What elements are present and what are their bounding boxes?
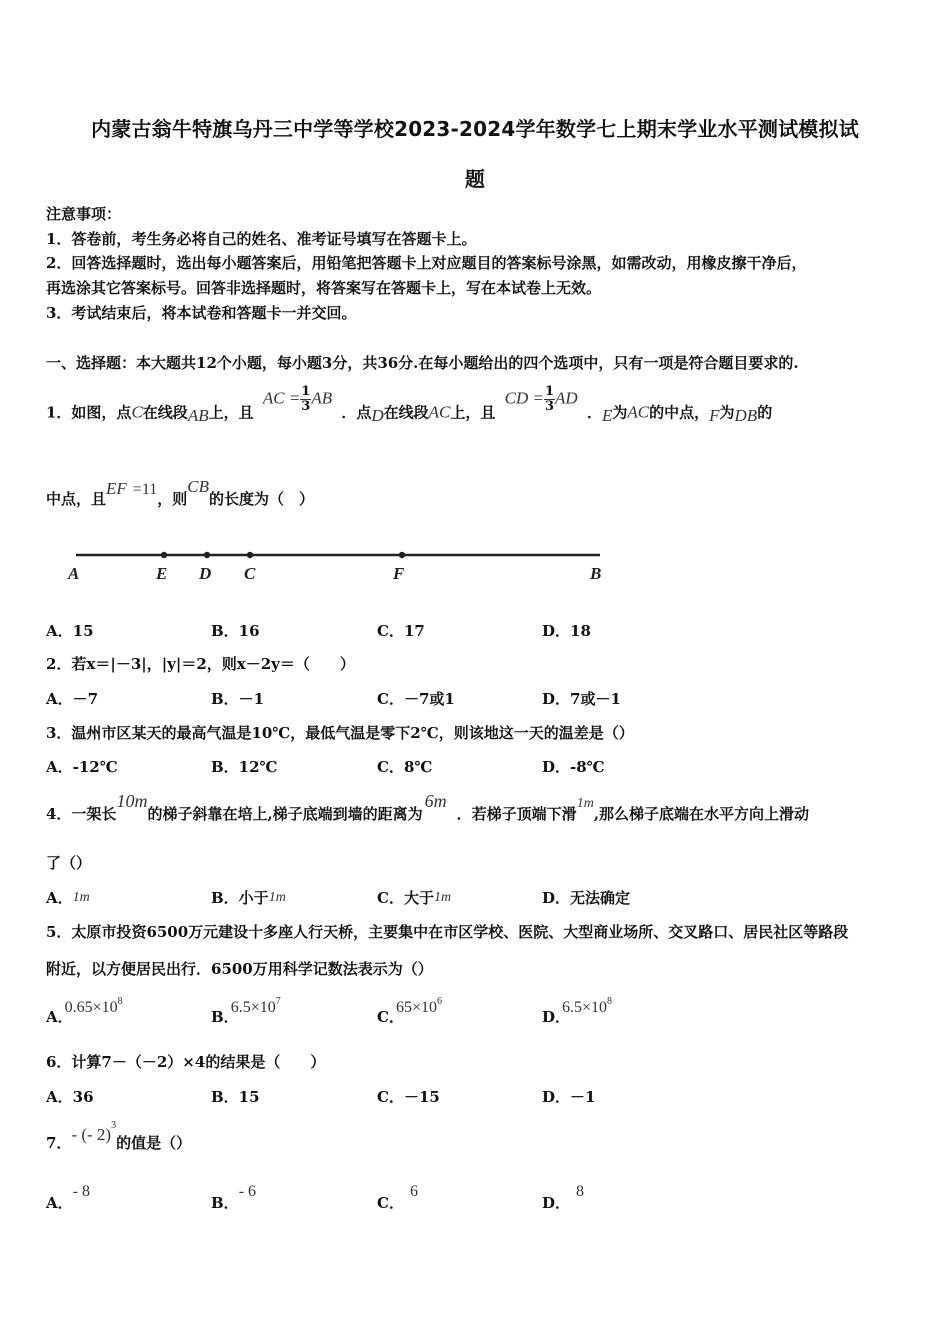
question-5-stem: 5．太原市投资6500万元建设十多座人行天桥，主要集中在市区学校、医院、大型商业场所、交叉路口、居民社区等路段 <box>46 923 849 941</box>
question-2-stem: 2．若x＝|－3|，|y|＝2，则x－2y＝（ ） <box>46 655 355 673</box>
option-c: C．大于1m <box>377 889 452 907</box>
point-f-dot <box>399 552 405 558</box>
page-title: 内蒙古翁牛特旗乌丹三中学等学校2023-2024学年数学七上期末学业水平测试模拟试 <box>91 117 859 141</box>
option-a: A．36 <box>46 1088 94 1106</box>
notice-heading: 注意事项： <box>46 205 122 223</box>
question-6-stem: 6．计算7－（－2）×4的结果是（ ） <box>46 1053 326 1071</box>
option-d: D．18 <box>542 622 591 640</box>
option-c: C．$65\times 10^6$ <box>377 996 442 1026</box>
option-d: D．7或－1 <box>542 690 621 708</box>
point-label-a: A <box>68 564 80 583</box>
question-4-stem: 4．一架长10m的梯子斜靠在培上,梯子底端到墙的距离为6m．若梯子顶端下滑1m,那么梯子底端在水平方向上滑动 <box>46 791 810 823</box>
notice-item: 再选涂其它答案标号。回答非选择题时，将答案写在答题卡上，写在本试卷上无效。 <box>46 279 602 297</box>
option-c: C．8℃ <box>377 758 433 776</box>
question-1-stem: 1．如图，点C在线段AB上，且 AC = $\frac{1}{3}$ AB ．点D在线段AC上，且 CD = $\frac{1}{3}$ AD ．E为AC的中点，F为DB的 <box>46 384 773 425</box>
point-label-e: E <box>156 564 168 583</box>
question-4-stem-continued: 了（） <box>46 854 92 872</box>
question-7-stem: 7．- (- 2)$^3$的值是（） <box>46 1120 192 1152</box>
option-a: A．15 <box>46 622 94 640</box>
option-c: C．－15 <box>377 1088 440 1106</box>
fraction-ac: AC = $\frac{1}{3}$ AB <box>262 384 333 414</box>
segment-figure <box>60 540 620 590</box>
option-d: D．8 <box>542 1183 585 1212</box>
option-b: B．12℃ <box>211 758 278 776</box>
notice-item: 2．回答选择题时，选出每小题答案后，用铅笔把答题卡上对应题目的答案标号涂黑，如需改动，用橡皮擦干净后， <box>46 254 807 272</box>
question-1-stem-continued: 中点，且EF =11，则CB的长度为（ ） <box>46 477 314 508</box>
option-a: A．-12℃ <box>46 758 118 776</box>
question-3-stem: 3．温州市区某天的最高气温是10℃，最低气温是零下2℃，则该地这一天的温差是（） <box>46 724 634 742</box>
option-d: D．$6.5\times 10^8$ <box>542 996 613 1026</box>
point-label-b: B <box>590 564 602 583</box>
point-label-d: D <box>199 564 212 583</box>
point-c-dot <box>247 552 253 558</box>
option-b: B．$6.5\times 10^7$ <box>211 996 281 1026</box>
question-5-stem-continued: 附近，以方便居民出行．6500万用科学记数法表示为（） <box>46 960 433 978</box>
option-c: C．17 <box>377 622 425 640</box>
notice-item: 1．答卷前，考生务必将自己的姓名、准考证号填写在答题卡上。 <box>46 230 477 248</box>
option-a: A．－7 <box>46 690 99 708</box>
option-b: B．16 <box>211 622 260 640</box>
option-d: D．无法确定 <box>542 889 631 907</box>
fraction-cd: CD = $\frac{1}{3}$ AD <box>504 384 578 414</box>
option-c: C．6 <box>377 1183 418 1212</box>
option-a: A．- 8 <box>46 1183 90 1212</box>
option-b: B．- 6 <box>211 1183 257 1212</box>
notice-item: 3．考试结束后，将本试卷和答题卡一并交回。 <box>46 304 357 322</box>
point-d-dot <box>204 552 210 558</box>
option-d: D．-8℃ <box>542 758 605 776</box>
option-d: D．－1 <box>542 1088 596 1106</box>
page-title-continued: 题 <box>464 167 486 191</box>
point-label-f: F <box>393 564 405 583</box>
option-b: B．15 <box>211 1088 260 1106</box>
point-e-dot <box>161 552 167 558</box>
option-b: B．－1 <box>211 690 265 708</box>
point-label-c: C <box>244 564 256 583</box>
option-a: A．1m <box>46 889 90 907</box>
section-heading: 一、选择题：本大题共12个小题，每小题3分，共36分.在每小题给出的四个选项中，只有一项是符合题目要求的. <box>46 354 799 372</box>
option-c: C．－7或1 <box>377 690 455 708</box>
option-b: B．小于1m <box>211 889 286 907</box>
option-a: A．$0.65\times 10^8$ <box>46 996 123 1026</box>
